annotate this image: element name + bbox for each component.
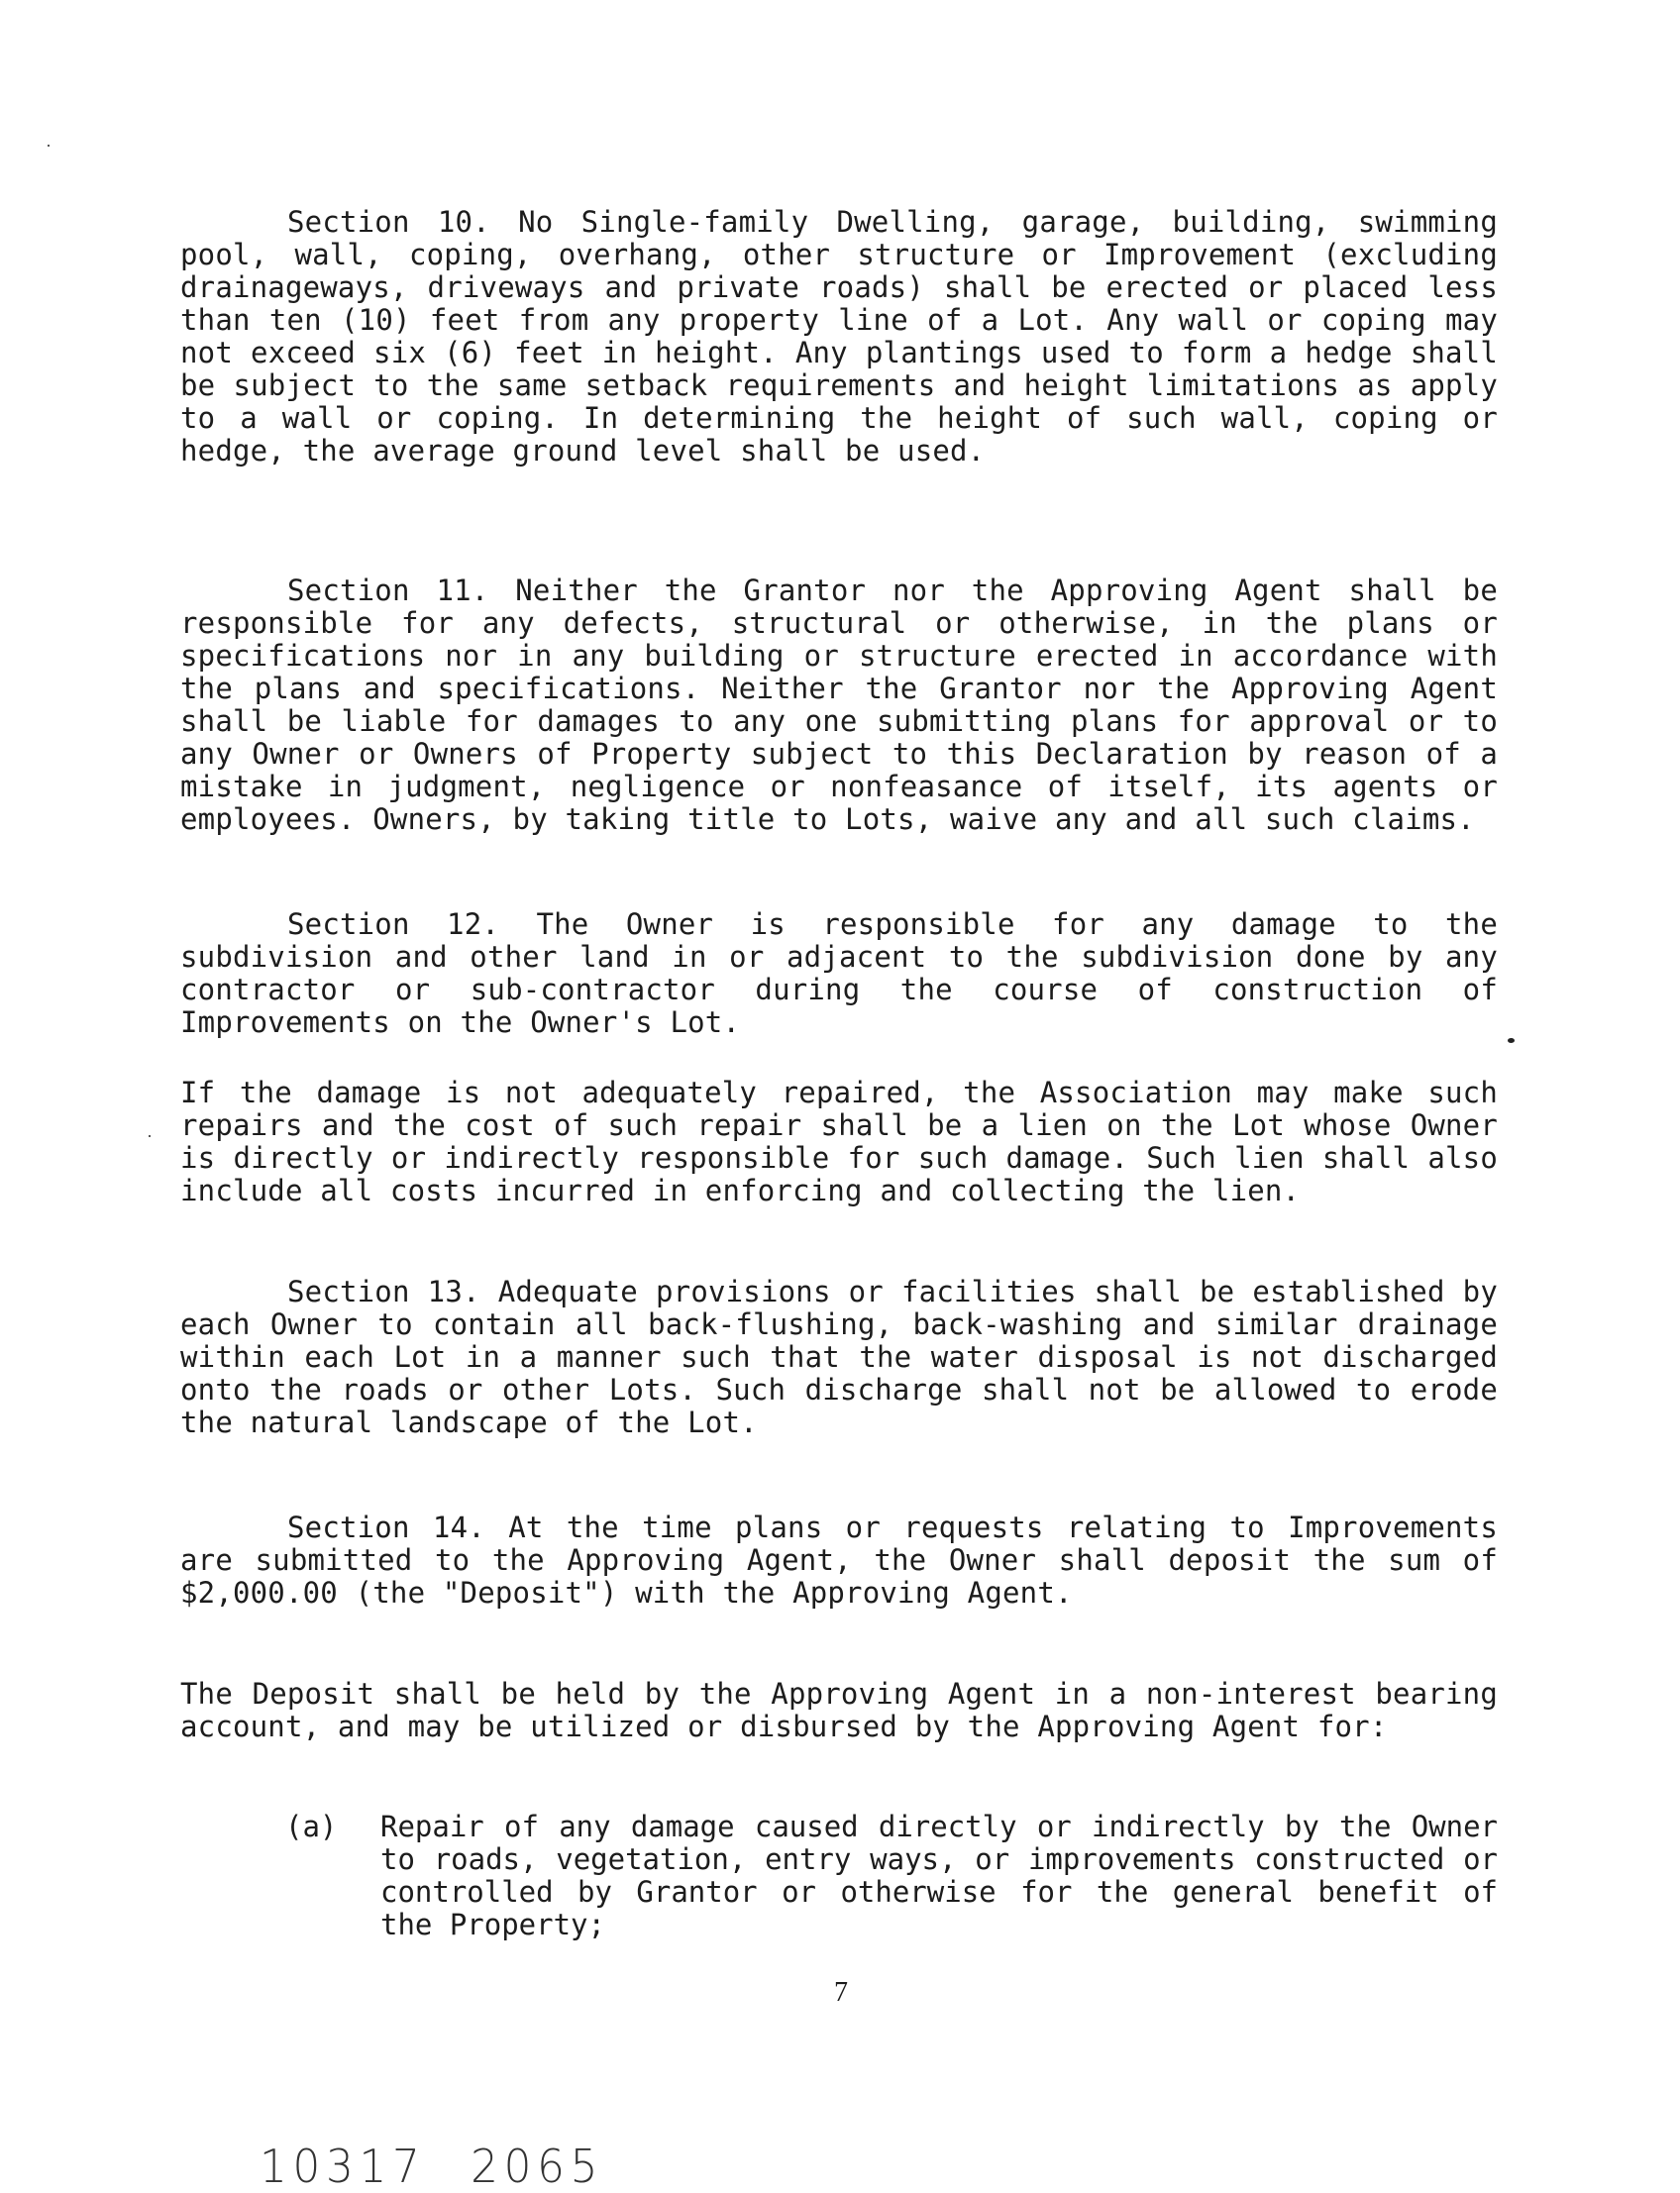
- list-marker: (a): [285, 1810, 338, 1843]
- page-number: 7: [834, 1977, 848, 2008]
- stamp-page-number: 2065: [471, 2140, 604, 2193]
- paragraph-section-12: Section 12. The Owner is responsible for any damage to the subdivision and other land in or adjacent to the subdivision done by any contractor or sub-contractor during the course of construction of Improvements on the Owner's Lot.: [180, 907, 1498, 1039]
- paragraph-section-13: Section 13. Adequate provisions or facilities shall be established by each Owner to contain all back-flushing, back-washing and similar drainage within each Lot in a manner such that the water disposal is not discharged onto the roads or other Lots. Such discharge shall not be allowed to erode the natural landscape of the Lot.: [180, 1275, 1498, 1439]
- scan-speck: [1508, 1038, 1515, 1043]
- scan-speck: [149, 1135, 151, 1137]
- scan-speck: [48, 145, 50, 147]
- paragraph-damage-repair: If the damage is not adequately repaired, the Association may make such repairs and the cost of such repair shall be a lien on the Lot whose Owner is directly or indirectly responsible for such damage. Such lien shall also include all costs incurred in enforcing and collecting the lien.: [180, 1076, 1498, 1207]
- recording-stamp: [260, 2140, 603, 2193]
- paragraph-deposit: The Deposit shall be held by the Approving Agent in a non-interest bearing account, and may be utilized or disbursed by the Approving Agent for:: [180, 1677, 1498, 1743]
- paragraph-section-10: Section 10. No Single-family Dwelling, garage, building, swimming pool, wall, coping, overhang, other structure or Improvement (excluding drainageways, driveways and private roads) shall be erected or placed less than ten (10) feet from any property line of a Lot. Any wall or coping may not exceed six (6) feet in height. Any plantings used to form a hedge shall be subject to the same setback requirements and height limitations as apply to a wall or coping. In determining the height of such wall, coping or hedge, the average ground level shall be used.: [180, 205, 1498, 468]
- list-item-text: Repair of any damage caused directly or indirectly by the Owner to roads, vegetation, entry ways, or improvements constructed or controlled by Grantor or otherwise for the general benefit of the Property;: [380, 1810, 1498, 1941]
- stamp-book-number: 10317: [260, 2140, 426, 2193]
- paragraph-section-11: Section 11. Neither the Grantor nor the Approving Agent shall be responsible for any defects, structural or otherwise, in the plans or specifications nor in any building or structure erected in accordance with the plans and specifications. Neither the Grantor nor the Approving Agent shall be liable for damages to any one submitting plans for approval or to any Owner or Owners of Property subject to this Declaration by reason of a mistake in judgment, negligence or nonfeasance of itself, its agents or employees. Owners, by taking title to Lots, waive any and all such claims.: [180, 574, 1498, 836]
- paragraph-section-14: Section 14. At the time plans or requests relating to Improvements are submitted to the Approving Agent, the Owner shall deposit the sum of $2,000.00 (the "Deposit") with the Approving Agent.: [180, 1511, 1498, 1610]
